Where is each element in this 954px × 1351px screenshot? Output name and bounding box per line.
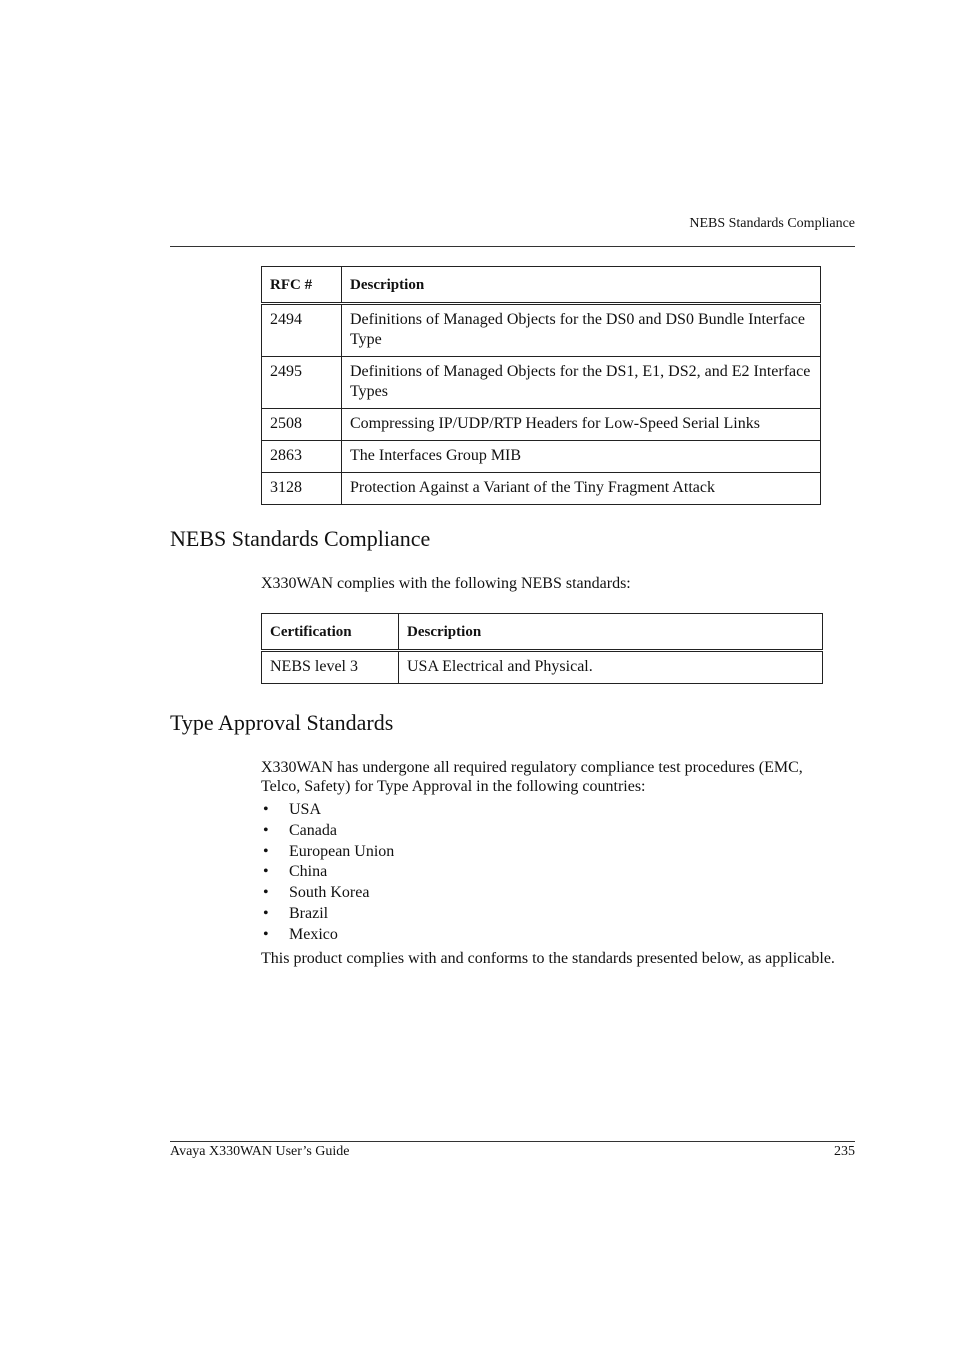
column-header-certification: Certification <box>262 614 399 651</box>
list-item <box>261 800 394 821</box>
type-approval-heading: Type Approval Standards <box>170 710 394 735</box>
column-header-description: Description <box>399 614 823 651</box>
type-approval-intro-text: X330WAN has undergone all required regulatory compliance test procedures (EMC, Telco, Safety) for Type Approval in the following countries: <box>261 759 803 795</box>
country-name: South Korea <box>289 884 370 902</box>
bullet-icon: • <box>263 801 269 818</box>
country-name: China <box>289 863 328 881</box>
nebs-table <box>261 613 823 684</box>
rfc-number: 3128 <box>262 473 342 505</box>
table-header-row <box>262 614 823 651</box>
running-header: NEBS Standards Compliance <box>689 216 855 231</box>
bullet-icon: • <box>263 863 269 881</box>
country-name: USA <box>289 801 322 818</box>
bullet-icon: • <box>263 884 269 902</box>
column-header-description: Description <box>342 267 821 304</box>
rfc-number: 2494 <box>262 304 342 357</box>
column-header-rfc: RFC # <box>262 267 342 304</box>
footer-guide-title: Avaya X330WAN User’s Guide <box>170 1144 350 1159</box>
list-item <box>261 925 394 946</box>
nebs-section-heading: NEBS Standards Compliance <box>170 526 431 551</box>
list-item <box>261 883 394 904</box>
country-list <box>261 800 394 946</box>
list-item <box>261 904 394 925</box>
table-header-row <box>262 267 821 304</box>
table-row <box>262 409 821 441</box>
country-name: Brazil <box>289 904 329 922</box>
rfc-description: Protection Against a Variant of the Tiny Fragment Attack <box>342 473 821 505</box>
list-item <box>261 821 394 842</box>
table-row <box>262 651 823 684</box>
table-row <box>262 304 821 357</box>
country-name: Canada <box>289 821 337 839</box>
nebs-intro-text: X330WAN complies with the following NEBS standards: <box>261 575 631 592</box>
rfc-number: 2495 <box>262 357 342 409</box>
table-row <box>262 357 821 409</box>
rfc-number: 2508 <box>262 409 342 441</box>
certification-description: USA Electrical and Physical. <box>399 651 823 684</box>
list-item <box>261 862 394 883</box>
table-row <box>262 473 821 505</box>
page-number: 235 <box>834 1144 855 1159</box>
bullet-icon: • <box>263 842 269 860</box>
rfc-description: Definitions of Managed Objects for the DS1, E1, DS2, and E2 Interface Types <box>342 357 821 409</box>
rfc-number: 2863 <box>262 441 342 473</box>
rfc-description: Compressing IP/UDP/RTP Headers for Low-Speed Serial Links <box>342 409 821 441</box>
closing-text: This product complies with and conforms to the standards presented below, as applicable. <box>261 950 835 967</box>
certification-name: NEBS level 3 <box>262 651 399 684</box>
rfc-description: The Interfaces Group MIB <box>342 441 821 473</box>
bullet-icon: • <box>263 904 269 922</box>
rfc-table <box>261 266 821 505</box>
bullet-icon: • <box>263 925 269 943</box>
header-rule <box>170 246 855 247</box>
table-row <box>262 441 821 473</box>
country-name: European Union <box>289 842 395 860</box>
rfc-description: Definitions of Managed Objects for the DS0 and DS0 Bundle Interface Type <box>342 304 821 357</box>
country-name: Mexico <box>289 925 338 943</box>
footer-rule <box>170 1141 855 1142</box>
list-item <box>261 842 394 863</box>
bullet-icon: • <box>263 821 269 839</box>
